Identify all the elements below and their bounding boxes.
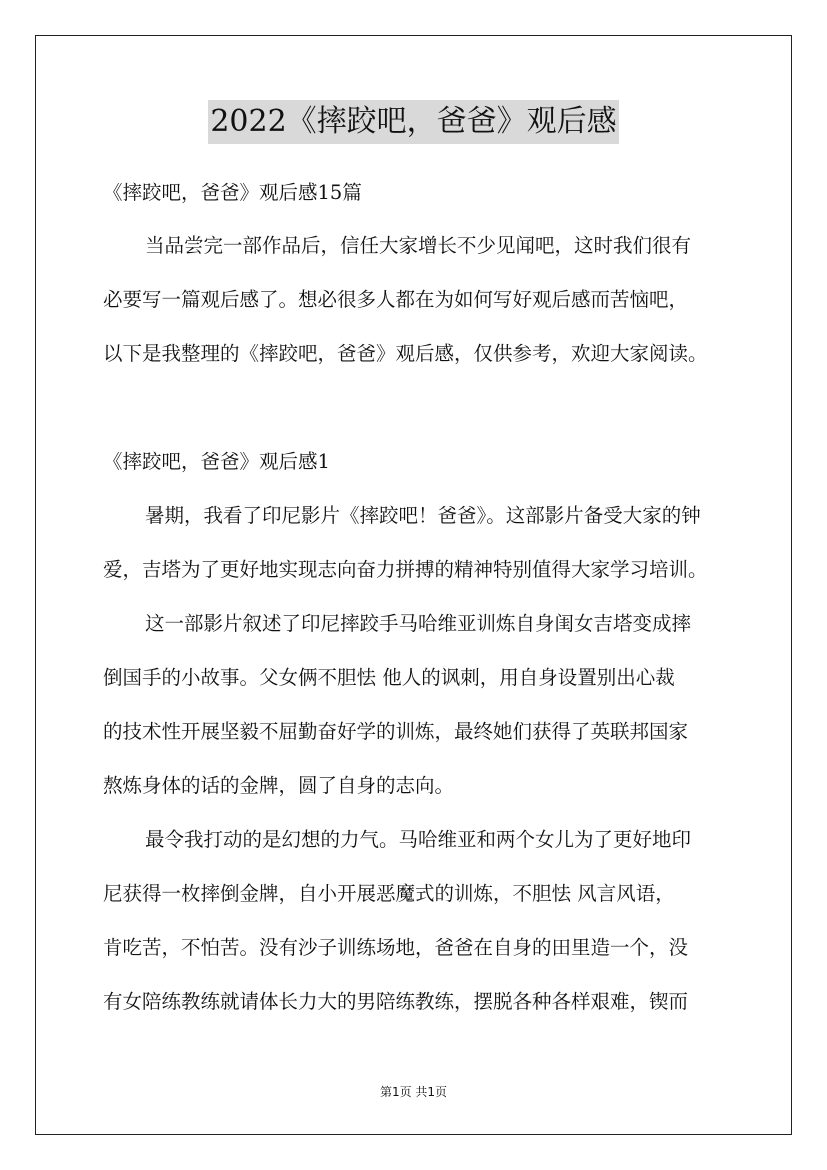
paragraph-line: 爱，吉塔为了更好地实现志向奋力拼搏的精神特别值得大家学习培训。 (103, 558, 708, 581)
paragraph-line: 倒国手的小故事。父女俩不胆怯 他人的讽刺，用自身设置别出心裁 (103, 666, 675, 689)
paragraph-line: 当品尝完一部作品后，信任大家增长不少见闻吧，这时我们很有 (145, 234, 692, 257)
paragraph-line: 熬炼身体的话的金牌，圆了自身的志向。 (103, 774, 455, 797)
title-container (0, 100, 827, 144)
paragraph-line: 的技术性开展坚毅不屈勤奋好学的训炼，最终她们获得了英联邦国家 (103, 720, 689, 743)
paragraph-line: 这一部影片叙述了印尼摔跤手马哈维亚训炼自身闺女吉塔变成摔 (145, 612, 692, 635)
subtitle-line: 《摔跤吧，爸爸》观后感15篇 (103, 181, 362, 204)
paragraph-line: 肯吃苦，不怕苦。没有沙子训练场地，爸爸在自身的田里造一个，没 (103, 936, 689, 959)
paragraph-line: 有女陪练教练就请体长力大的男陪练教练，摆脱各种各样艰难，锲而 (103, 990, 689, 1013)
paragraph-line: 尼获得一枚摔倒金牌，自小开展恶魔式的训炼，不胆怯 风言风语， (103, 882, 675, 905)
paragraph-line: 暑期，我看了印尼影片《摔跤吧！爸爸》。这部影片备受大家的钟 (145, 504, 701, 527)
section-heading: 《摔跤吧，爸爸》观后感1 (103, 450, 330, 473)
paragraph-line: 最令我打动的是幻想的力气。马哈维亚和两个女儿为了更好地印 (145, 828, 692, 851)
document-title: 2022《摔跤吧，爸爸》观后感 (208, 100, 618, 144)
paragraph-line: 以下是我整理的《摔跤吧，爸爸》观后感，仅供参考，欢迎大家阅读。 (103, 342, 708, 365)
page-footer: 第1页 共1页 (379, 1085, 448, 1099)
paragraph-line: 必要写一篇观后感了。想必很多人都在为如何写好观后感而苦恼吧， (103, 288, 689, 311)
